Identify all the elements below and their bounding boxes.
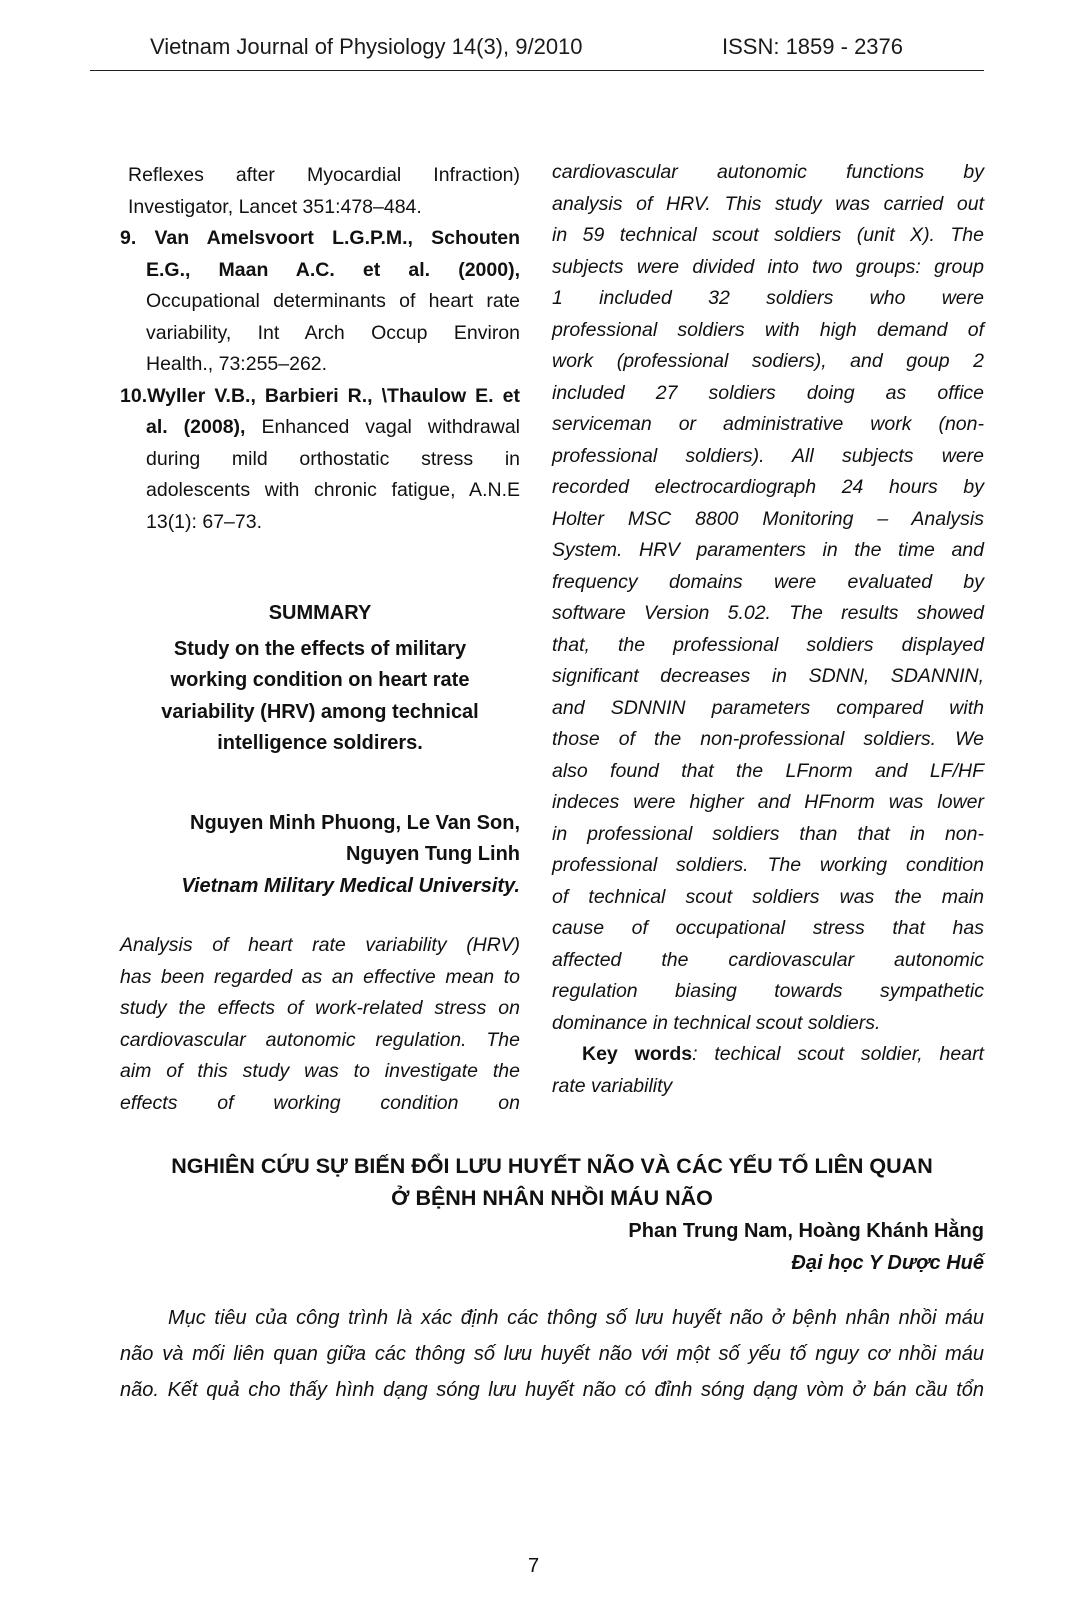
reference-line: [120, 223, 520, 255]
abstract-part-1: [120, 930, 520, 1119]
abstract-line: effects of working condition on: [120, 1091, 520, 1114]
abstract-line: affected the cardiovascular autonomic: [552, 948, 984, 971]
left-column: [120, 160, 520, 1119]
reference-line: [120, 381, 520, 413]
reference-line: during mild orthostatic stress in: [146, 447, 520, 470]
reference-line: [120, 412, 520, 444]
right-column: [552, 157, 984, 1102]
abstract-line: subjects were divided into two groups: group: [552, 255, 984, 278]
keywords-text-cont: rate variability: [552, 1074, 673, 1097]
vn-title-line: NGHIÊN CỨU SỰ BIẾN ĐỔI LƯU HUYẾT NÃO VÀ CÁC YẾU TỐ LIÊN QUAN: [171, 1154, 933, 1178]
issn: ISSN: 1859 - 2376: [722, 34, 904, 59]
reference-line: Occupational determinants of heart rate: [146, 290, 520, 312]
abstract-part-2: [552, 157, 984, 1039]
journal-name: Vietnam Journal of Physiology 14(3), 9/2010: [150, 34, 583, 59]
reference-line: adolescents with chronic fatigue, A.N.E: [146, 479, 520, 501]
reference-number: 9.: [120, 227, 137, 249]
abstract-line: included 27 soldiers doing as office: [552, 381, 984, 404]
abstract-line: cardiovascular autonomic regulation. The: [120, 1028, 520, 1051]
author-line: Nguyen Minh Phuong, Le Van Son,: [190, 811, 520, 834]
reference-line: Reflexes after Myocardial Infraction): [128, 164, 520, 186]
abstract-line: regulation biasing towards sympathetic: [552, 980, 984, 1002]
vn-abstract-line: não và mối liên quan giữa các thông số lưu huyết não với một số yếu tố nguy cơ nhồi máu: [120, 1343, 984, 1365]
abstract-line: Analysis of heart rate variability (HRV): [120, 934, 520, 956]
author-line: Nguyen Tung Linh: [345, 843, 520, 865]
summary-title-line: intelligence soldirers.: [217, 732, 423, 754]
summary-title-line: Study on the effects of military: [173, 637, 467, 660]
abstract-line: analysis of HRV. This study was carried out: [552, 192, 984, 215]
abstract-line: professional soldiers with high demand of: [552, 318, 984, 341]
abstract-line: and SDNNIN parameters compared with: [552, 696, 984, 719]
reference-title: Enhanced vagal withdrawal: [245, 416, 520, 438]
abstract-line: Holter MSC 8800 Monitoring – Analysis: [552, 507, 984, 530]
vn-article-title: [120, 1150, 984, 1214]
vn-article-authors: [500, 1215, 984, 1279]
reference-line: E.G., Maan A.C. et al. (2000),: [146, 258, 520, 281]
reference-line: Investigator, Lancet 351:478–484.: [128, 195, 422, 218]
vn-abstract-line: Mục tiêu của công trình là xác định các thông số lưu huyết não ở bệnh nhân nhồi máu: [168, 1307, 984, 1329]
abstract-line: dominance in technical scout soldiers.: [552, 1011, 881, 1034]
abstract-line: those of the non-professional soldiers. We: [552, 728, 984, 750]
abstract-line: of technical scout soldiers was the main: [552, 885, 984, 908]
keywords: [552, 1039, 984, 1071]
summary-heading: [120, 598, 520, 760]
reference-line: variability, Int Arch Occup Environ: [146, 321, 520, 344]
page-number: 7: [527, 1555, 540, 1577]
keywords-colon: :: [692, 1043, 698, 1065]
keywords-text: techical scout soldier, heart: [697, 1043, 984, 1065]
reference-line: Health., 73:255–262.: [146, 353, 328, 375]
abstract-line: recorded electrocardiograph 24 hours by: [552, 476, 984, 498]
abstract-line: serviceman or administrative work (non-: [552, 413, 984, 435]
abstract-line: in professional soldiers than that in non-: [552, 822, 984, 845]
abstract-line: in 59 technical scout soldiers (unit X). The: [552, 224, 984, 246]
vn-author-affiliation: Đại học Y Dược Huế: [791, 1252, 984, 1274]
abstract-line: work (professional sodiers), and goup 2: [552, 350, 984, 372]
abstract-line: also found that the LFnorm and LF/HF: [552, 759, 984, 782]
reference-line: 13(1): 67–73.: [146, 510, 263, 533]
abstract-line: has been regarded as an effective mean to: [120, 965, 520, 988]
abstract-line: System. HRV paramenters in the time and: [552, 539, 984, 561]
summary-title-line: working condition on heart rate: [170, 669, 470, 691]
running-header: [90, 30, 984, 64]
abstract-line: that, the professional soldiers displayed: [552, 633, 984, 656]
abstract-line: frequency domains were evaluated by: [552, 570, 984, 593]
vn-title-line: Ở BỆNH NHÂN NHỒI MÁU NÃO: [391, 1186, 713, 1210]
abstract-line: professional soldiers). All subjects were: [552, 444, 984, 467]
reference-year: al. (2008),: [146, 416, 246, 438]
abstract-line: cardiovascular autonomic functions by: [552, 161, 984, 183]
abstract-line: cause of occupational stress that has: [552, 917, 984, 939]
vn-author-names: Phan Trung Nam, Hoàng Khánh Hằng: [628, 1220, 984, 1242]
abstract-line: significant decreases in SDNN, SDANNIN,: [552, 665, 984, 687]
abstract-line: indeces were higher and HFnorm was lower: [552, 791, 984, 813]
abstract-line: aim of this study was to investigate the: [120, 1060, 520, 1082]
reference-9: [120, 223, 520, 381]
author-affiliation: Vietnam Military Medical University.: [181, 874, 520, 897]
reference-authors: Van Amelsvoort L.G.P.M., Schouten: [154, 227, 520, 249]
reference-number: 10.: [120, 384, 148, 407]
abstract-line: 1 included 32 soldiers who were: [552, 287, 984, 309]
abstract-line: study the effects of work-related stress on: [120, 997, 520, 1019]
summary-label: SUMMARY: [268, 602, 372, 624]
header-divider: [90, 70, 984, 71]
summary-authors: [120, 808, 520, 903]
summary-title-line: variability (HRV) among technical: [161, 700, 479, 723]
reference-authors: Wyller V.B., Barbieri R., \Thaulow E. et: [147, 384, 520, 407]
reference-10: [120, 381, 520, 539]
reference-8-continued: [120, 160, 520, 223]
vn-abstract: [120, 1300, 984, 1408]
abstract-line: software Version 5.02. The results showed: [552, 602, 984, 624]
abstract-line: professional soldiers. The working condition: [552, 854, 984, 876]
vn-abstract-line: não. Kết quả cho thấy hình dạng sóng lưu huyết não có đỉnh sóng dạng vòm ở bán cầu tổn: [120, 1379, 984, 1401]
keywords-label: Key words: [582, 1043, 693, 1065]
